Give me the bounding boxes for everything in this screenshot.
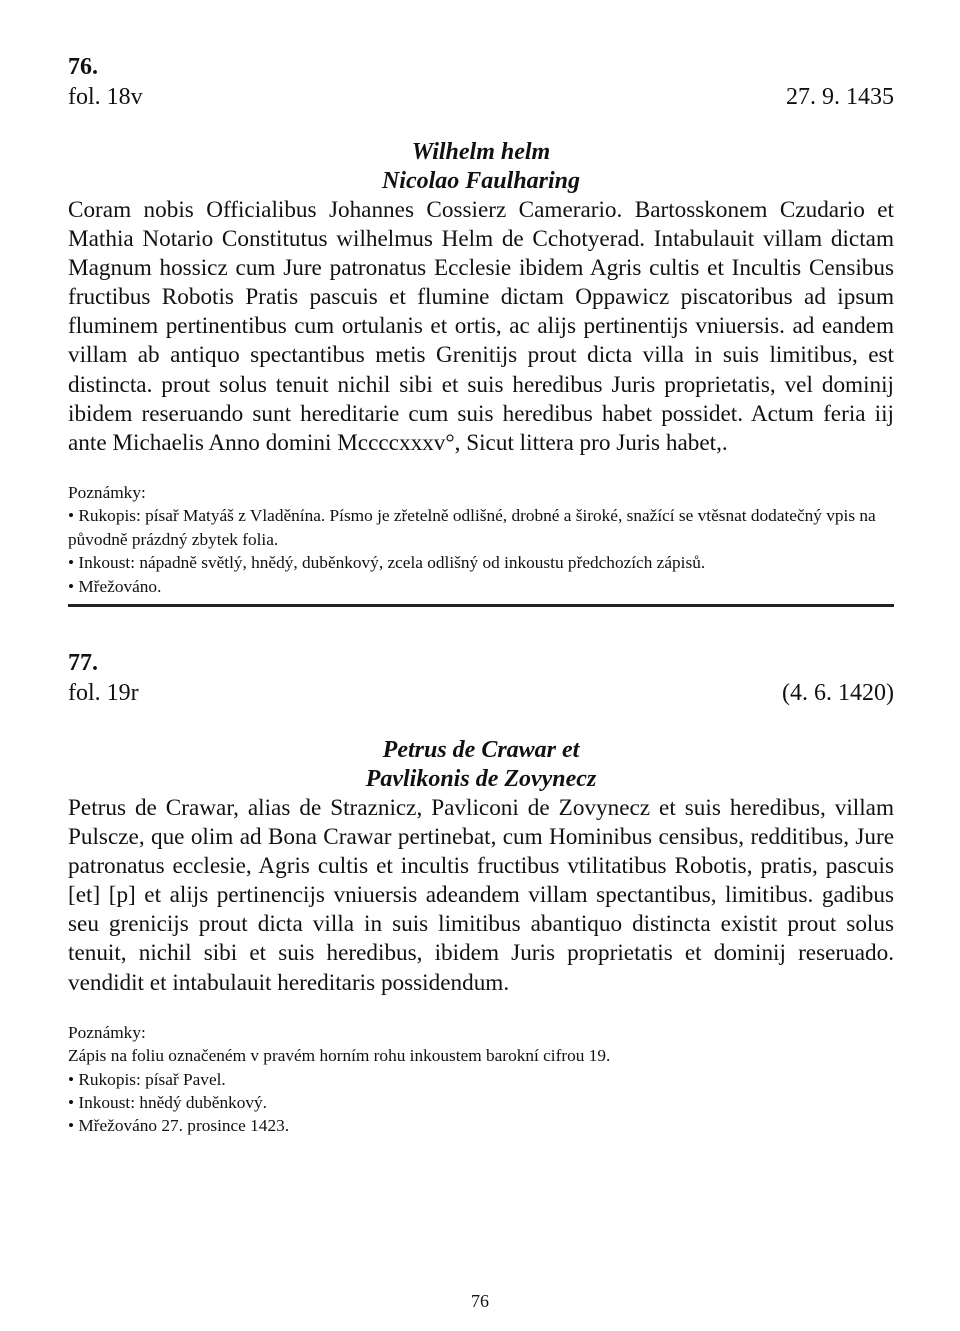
entry-body: Coram nobis Officialibus Johannes Cossierz Camerario. Bartosskonem Czudario et Mathia Notario Constitutus wilhelmus Helm de Cchotyerad. Intabulauit villam dictam Magnum hossicz cum Jure patronatus Ecclesie ibidem Agris cultis et Incultis Censibus fructibus Robotis Pratis pascuis et flumine dictam Oppawicz piscatoribus ad ipsum fluminem pertinentibus cum ortulanis et ortis, ac alijs pertinentijs vniuersis. ad eandem villam ab antiquo spectantibus metis Grenitijs prout dicta villa in suis limitibus, est distincta. prout solus tenuit nichil sibi et suis heredibus Juris proprietatis, vel dominij ibidem reseruando sunt hereditarie cum suis heredibus habet possidet. Actum feria iij ante Michaelis Anno domini Mccccxxxv°, Sicut littera pro Juris habet,. <box>68 197 894 456</box>
notes-heading: Poznámky: <box>68 483 146 503</box>
notes-heading: Poznámky: <box>68 1022 146 1042</box>
entry-date: (4. 6. 1420) <box>782 680 894 706</box>
entry-title <box>68 736 894 794</box>
title-line: Nicolao Faulharing <box>381 168 581 194</box>
notes-section <box>68 481 894 598</box>
entry-title <box>68 138 894 196</box>
entry-number: 77. <box>68 650 98 676</box>
entry-date: 27. 9. 1435 <box>786 84 894 110</box>
folio-row <box>68 82 894 112</box>
title-line: Pavlikonis de Zovynecz <box>365 766 597 792</box>
note-item: • Inkoust: nápadně světlý, hnědý, duběnkový, zcela odlišný od inkoustu předchozích zápisů. <box>68 553 706 573</box>
folio-label: fol. 19r <box>68 680 139 706</box>
entry-body: Petrus de Crawar, alias de Straznicz, Pavliconi de Zovynecz et suis heredibus, villam Pulscze, que olim ad Bona Crawar pertinebat, cum Hominibus censibus, redditibus, Jure patronatus ecclesie, Agris cultis et incultis fructibus vtilitatibus Robotis, pratis, pascuis [et] [p] et alijs pertinencijs vniuersis adeandem villam spectantibus, limitibus. gadibus seu grenicijs prout dicta villa in suis limitibus abantiquo distincta existit prout solus tenuit, nichil sibi et suis heredibus, ibidem Juris proprietatis et dominij reseruado. vendidit et intabulauit hereditaris possidendum. <box>68 795 894 996</box>
notes-section <box>68 1021 894 1138</box>
entry-number: 76. <box>68 54 98 80</box>
section-divider <box>68 604 894 607</box>
note-item: • Rukopis: písař Matyáš z Vladěnína. Písmo je zřetelně odlišné, drobné a široké, snažící se vtěsnat dodatečný vpis na původně prázdný zbytek folia. <box>68 506 876 549</box>
note-item: Zápis na foliu označeném v pravém horním rohu inkoustem barokní cifrou 19. <box>68 1046 611 1066</box>
title-line: Wilhelm helm <box>411 139 551 165</box>
folio-row <box>68 678 894 708</box>
entry-77 <box>68 648 894 1138</box>
note-item: • Mřežováno 27. prosince 1423. <box>68 1116 290 1136</box>
entry-76 <box>68 52 894 607</box>
note-item: • Rukopis: písař Pavel. <box>68 1069 226 1089</box>
folio-label: fol. 18v <box>68 84 143 110</box>
page-number: 76 <box>471 1291 489 1311</box>
title-line: Petrus de Crawar et <box>382 737 580 763</box>
note-item: • Inkoust: hnědý duběnkový. <box>68 1093 268 1113</box>
note-item: • Mřežováno. <box>68 576 162 596</box>
